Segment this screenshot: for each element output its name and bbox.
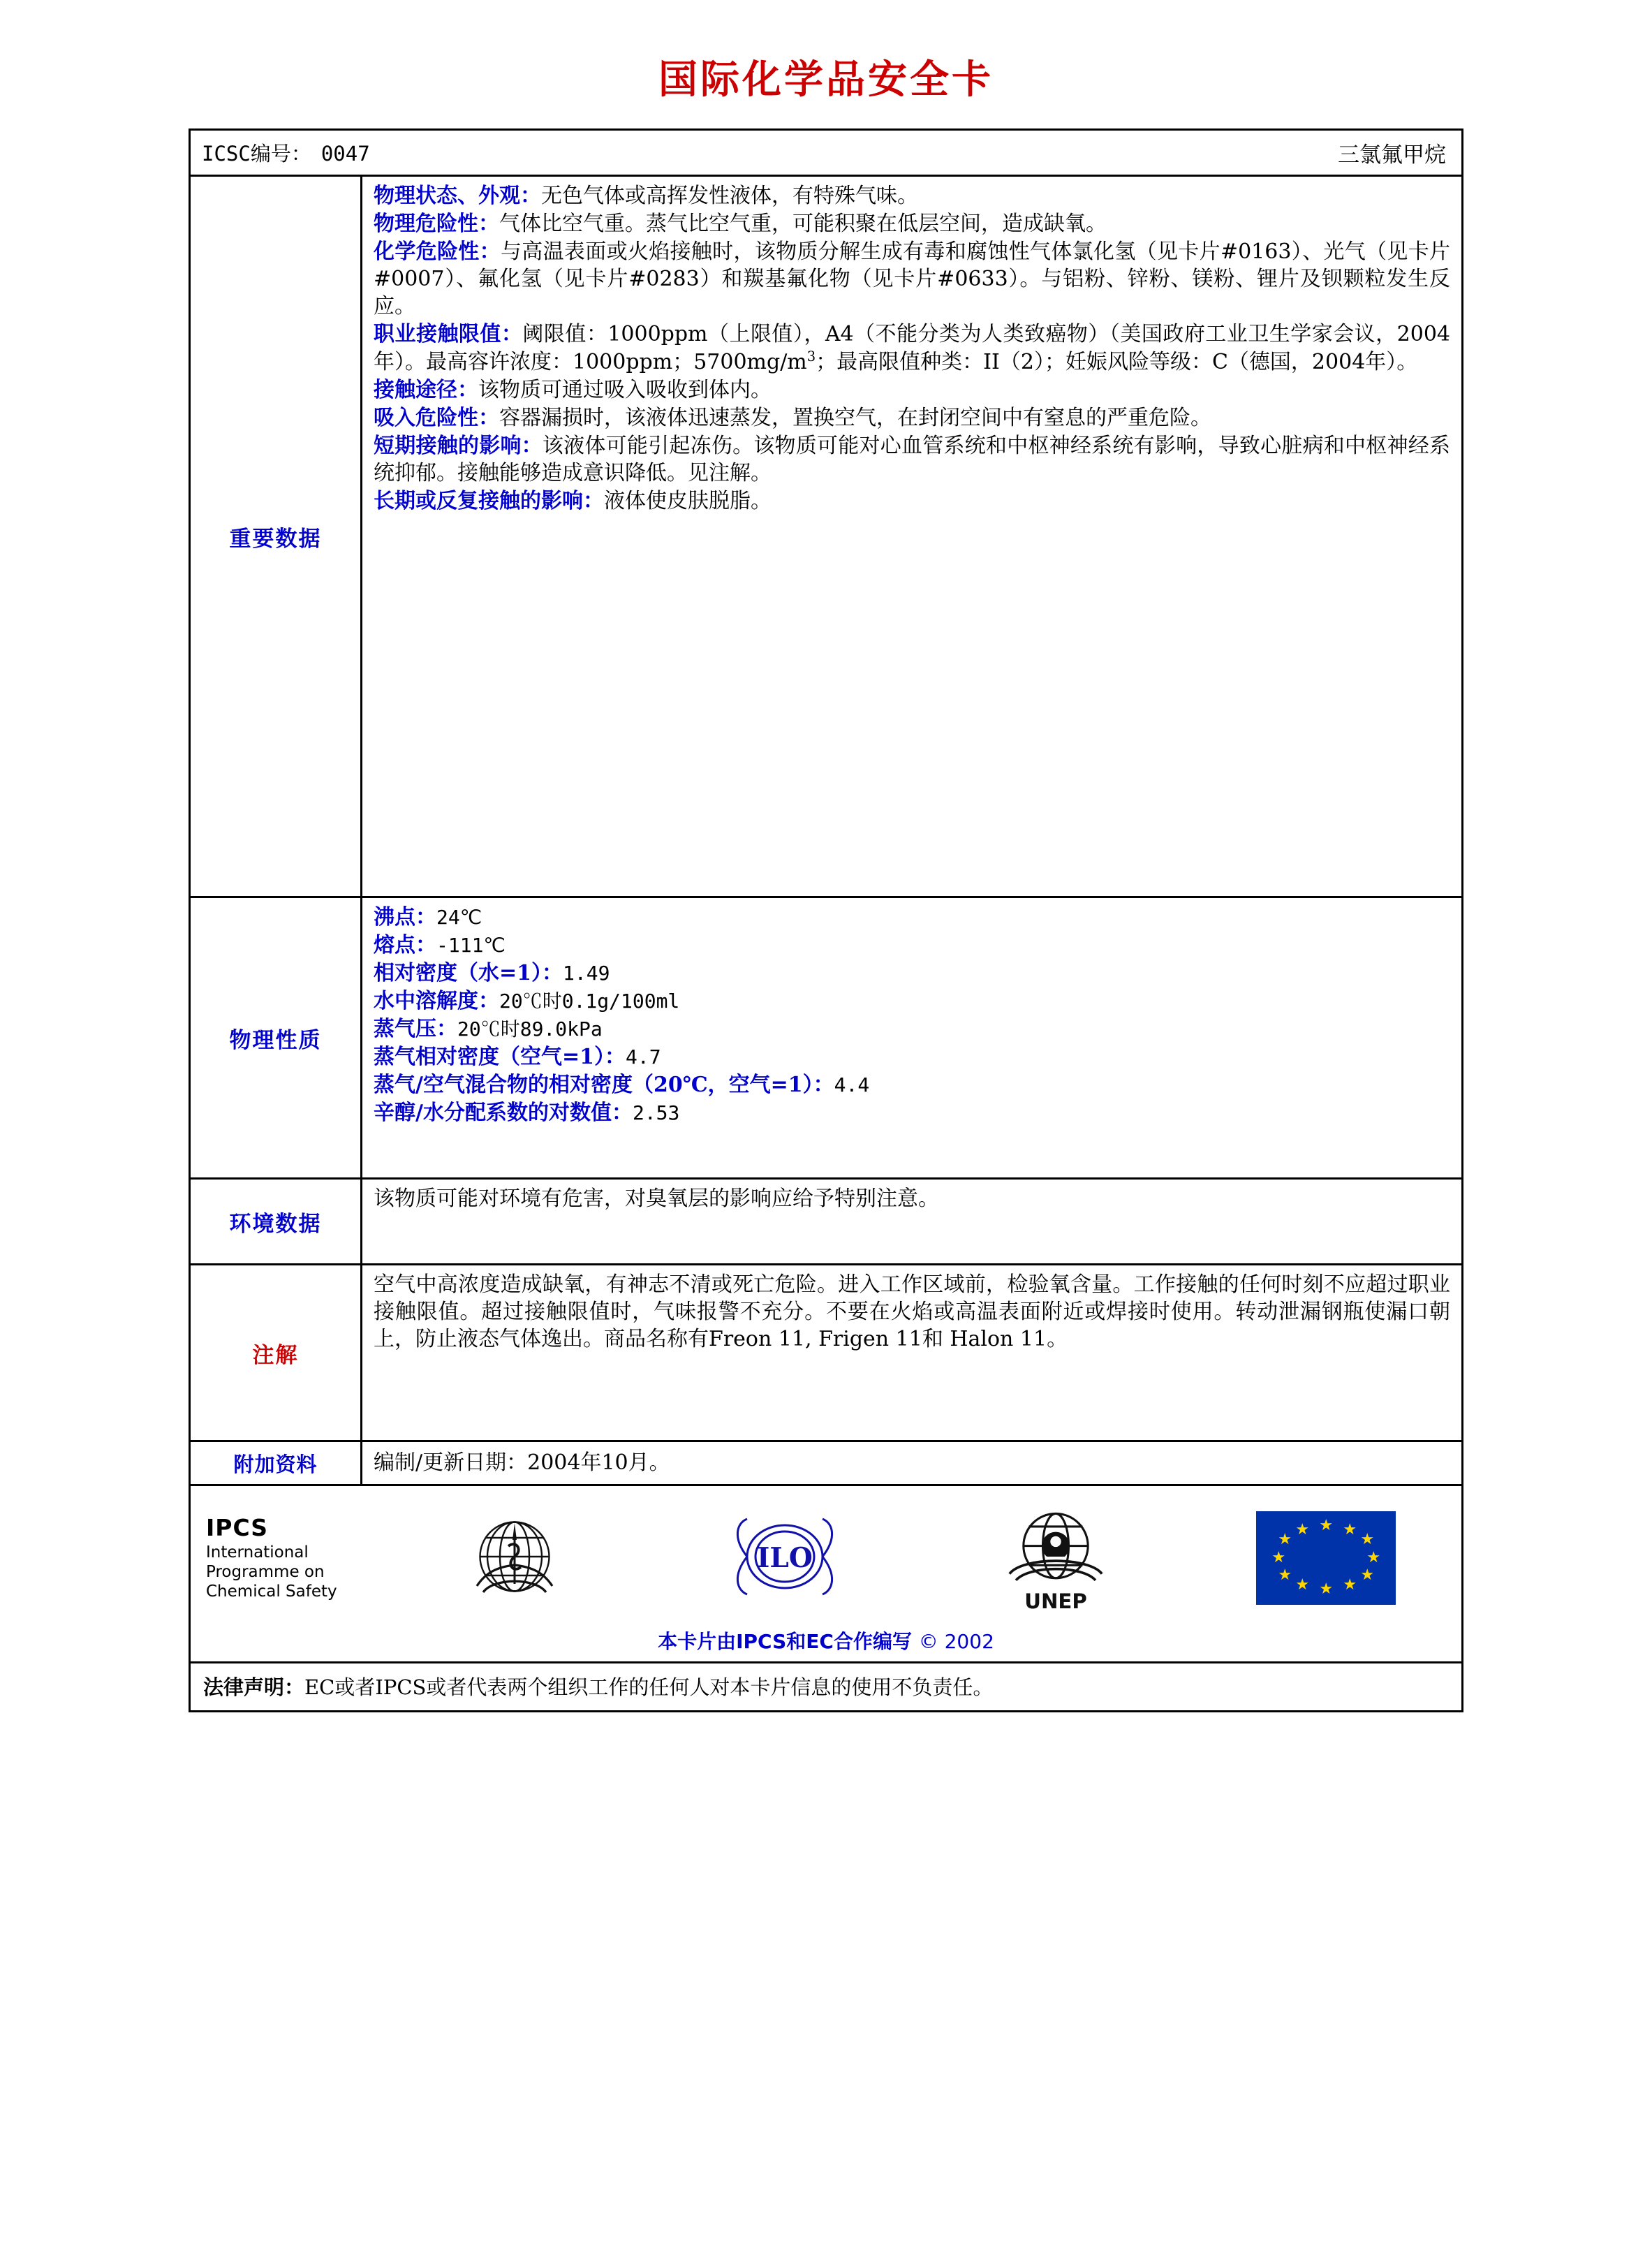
ilo-logo-icon <box>722 1508 848 1608</box>
ipcs-line1: International <box>206 1543 309 1562</box>
important-item: 接触途径：该物质可通过吸入吸收到体内。 <box>374 378 772 402</box>
substance-name: 三氯氟甲烷 <box>1338 142 1446 168</box>
section-notes <box>191 1265 1461 1442</box>
ipcs-wordmark <box>191 1514 379 1601</box>
icsc-number-value: 0047 <box>320 142 370 166</box>
physical-item: 相对密度（水=1）：1.49 <box>374 961 610 985</box>
physical-item: 蒸气压：20℃时89.0kPa <box>374 1017 603 1041</box>
notes-text: 空气中高浓度造成缺氧，有神志不清或死亡危险。进入工作区域前，检验氧含量。工作接触的任何时刻不应超过职业接触限值。超过接触限值时，气味报警不充分。不要在火焰或高温表面附近或焊接时使用。转动泄漏钢瓶使漏口朝上，防止液态气体逸出。商品名称有Freon 11, Frigen 11和 Halon 11。 <box>374 1272 1450 1351</box>
ilo-logo-slot <box>650 1508 921 1608</box>
credit-text: 本卡片由IPCS和EC合作编写 <box>658 1630 912 1653</box>
section-physical-properties <box>191 898 1461 1180</box>
who-logo-slot <box>379 1504 650 1612</box>
important-item: 化学危险性：与高温表面或火焰接触时，该物质分解生成有毒和腐蚀性气体氯化氢（见卡片#0163）、光气（见卡片#0007）、氟化氢（见卡片#0283）和羰基氟化物（见卡片#0633）。与铝粉、锌粉、镁粉、锂片及钡颗粒发生反应。 <box>374 240 1451 318</box>
important-item: 物理状态、外观：无色气体或高挥发性液体，有特殊气味。 <box>374 184 918 208</box>
icsc-number-label: ICSC编号： <box>202 142 311 166</box>
ipcs-abbr: IPCS <box>206 1514 269 1542</box>
svg-text:UNEP: UNEP <box>1024 1589 1087 1612</box>
copyright-text: © 2002 <box>918 1630 994 1653</box>
section-environmental-data <box>191 1180 1461 1265</box>
important-item: 吸入危险性：容器漏损时，该液体迅速蒸发，置换空气，在封闭空间中有窒息的严重危险。 <box>374 406 1211 430</box>
section-label-notes: 注解 <box>191 1265 362 1440</box>
eu-flag-slot <box>1191 1511 1462 1605</box>
icsc-number-group <box>191 138 370 167</box>
card-header <box>191 131 1461 177</box>
legal-disclaimer <box>191 1663 1461 1710</box>
section-label-important-data: 重要数据 <box>191 177 362 896</box>
svg-text:ILO: ILO <box>757 1541 813 1574</box>
card-footer <box>191 1486 1461 1663</box>
section-label-additional-info: 附加资料 <box>191 1442 362 1484</box>
unep-logo-slot <box>920 1501 1191 1615</box>
physical-item: 辛醇/水分配系数的对数值：2.53 <box>374 1101 680 1125</box>
environment-text: 该物质可能对环境有危害，对臭氧层的影响应给予特别注意。 <box>374 1187 939 1211</box>
legal-label: 法律声明： <box>203 1675 305 1699</box>
section-label-environmental-data: 环境数据 <box>191 1180 362 1263</box>
section-body-physical-properties <box>362 898 1461 1177</box>
important-item: 长期或反复接触的影响：液体使皮肤脱脂。 <box>374 489 772 513</box>
important-item: 短期接触的影响：该液体可能引起冻伤。该物质可能对心血管系统和中枢神经系统有影响，导致心脏病和中枢神经系统抑郁。接触能够造成意识降低。见注解。 <box>374 434 1451 485</box>
important-item: 职业接触限值：阈限值：1000ppm（上限值），A4（不能分类为人类致癌物）（美国政府工业卫生学家会议，2004年）。最高容许浓度：1000ppm；$5700mg/m^3$；最高限值种类：II（2）；妊娠风险等级：C（德国，2004年）。 <box>374 322 1450 374</box>
section-body-additional-info <box>362 1442 1461 1484</box>
logo-strip <box>191 1493 1461 1622</box>
section-important-data <box>191 177 1461 898</box>
ipcs-line2: Programme on <box>206 1562 325 1581</box>
who-logo-icon <box>462 1504 567 1612</box>
physical-item: 熔点：-111℃ <box>374 933 506 957</box>
additional-info-text: 编制/更新日期：2004年10月。 <box>374 1450 670 1475</box>
section-body-environmental-data <box>362 1180 1461 1263</box>
section-body-notes <box>362 1265 1461 1440</box>
physical-item: 蒸气相对密度（空气=1）：4.7 <box>374 1045 661 1069</box>
icsc-card <box>189 128 1463 1712</box>
page-title: 国际化学品安全卡 <box>658 57 994 103</box>
section-additional-info <box>191 1442 1461 1486</box>
legal-text: EC或者IPCS或者代表两个组织工作的任何人对本卡片信息的使用不负责任。 <box>304 1675 994 1699</box>
physical-item: 沸点：24℃ <box>374 905 482 930</box>
physical-item: 蒸气/空气混合物的相对密度（20℃，空气=1）：4.4 <box>374 1073 870 1097</box>
section-label-physical-properties: 物理性质 <box>191 898 362 1177</box>
physical-item: 水中溶解度：20℃时0.1g/100ml <box>374 989 680 1013</box>
unep-logo-icon <box>996 1501 1115 1615</box>
section-body-important-data <box>362 177 1461 896</box>
credit-line <box>191 1622 1461 1657</box>
eu-flag-icon: ★ ★ ★ ★ ★ ★ ★ ★ ★ ★ ★ ★ <box>1256 1511 1396 1605</box>
ipcs-line3: Chemical Safety <box>206 1582 337 1601</box>
important-item: 物理危险性：气体比空气重。蒸气比空气重，可能积聚在低层空间，造成缺氧。 <box>374 212 1107 236</box>
